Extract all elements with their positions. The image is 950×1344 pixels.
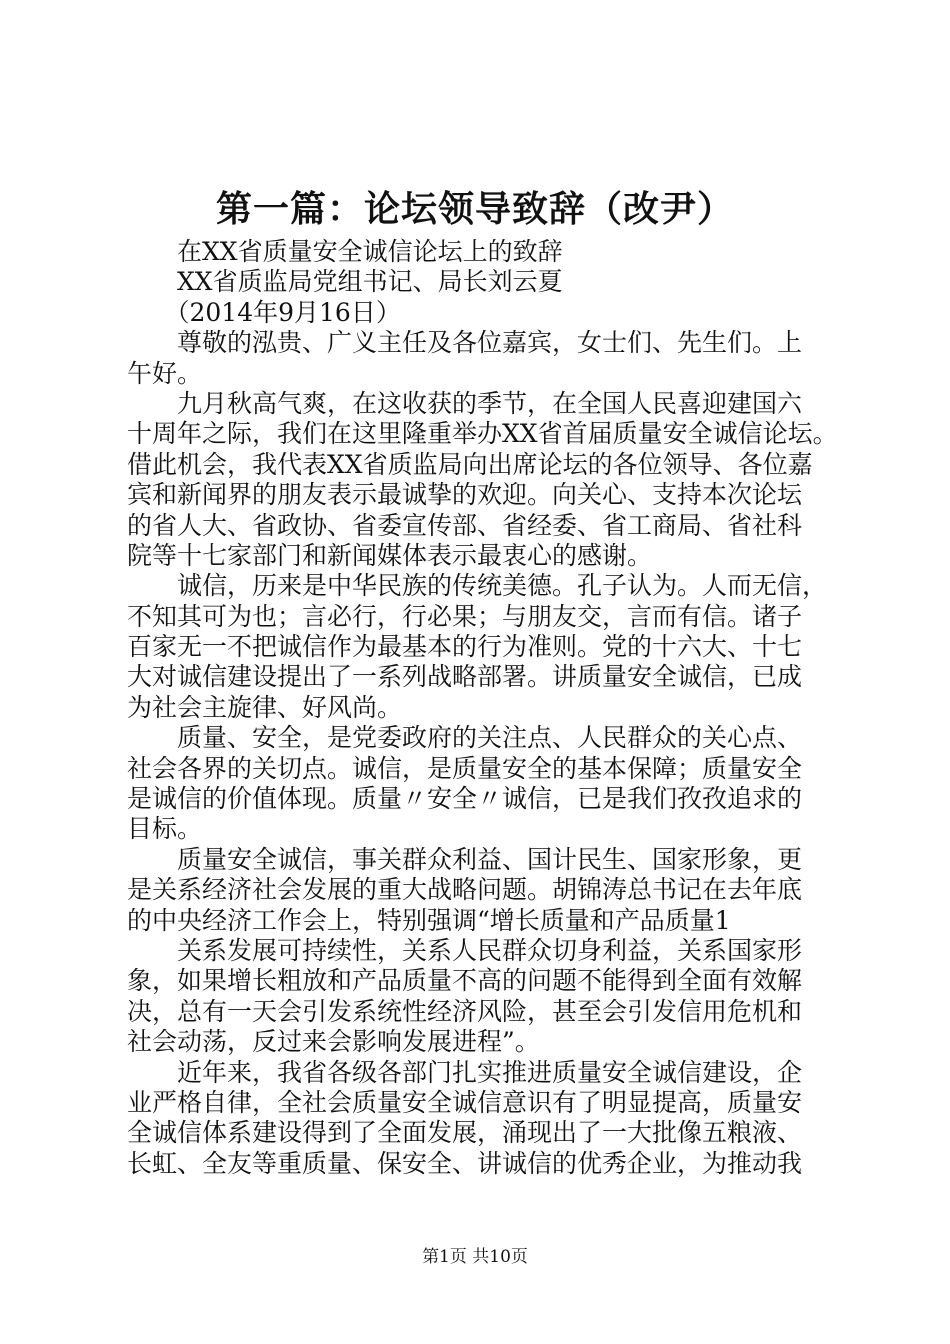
page-number-footer: 第1页 共10页 — [422, 1247, 528, 1267]
body-line: 宾和新闻界的朋友表示最诚挚的欢迎。向关心、支持本次论坛 — [127, 480, 803, 510]
body-line: 诚信，历来是中华民族的传统美德。孔子认为。人而无信， — [127, 571, 828, 601]
body-line: 质量安全诚信，事关群众利益、国计民生、国家形象，更 — [127, 844, 803, 874]
body-line: 是诚信的价值体现。质量〃安全〃诚信，已是我们孜孜追求的 — [127, 784, 803, 814]
document-body — [127, 237, 838, 1179]
body-line: XX省质监局党组书记、局长刘云夏 — [127, 267, 563, 297]
body-line: 目标。 — [127, 814, 203, 844]
body-line: 长虹、全友等重质量、保安全、讲诚信的优秀企业，为推动我 — [127, 1148, 803, 1178]
body-line: 借此机会，我代表XX省质监局向出席论坛的各位领导、各位嘉 — [127, 449, 813, 479]
body-line: 的省人大、省政协、省委宣传部、省经委、省工商局、省社科 — [127, 510, 803, 540]
body-line: 不知其可为也；言必行，行必果；与朋友交，言而有信。诸子 — [127, 601, 803, 631]
body-line: 关系发展可持续性，关系人民群众切身利益，关系国家形 — [127, 935, 803, 965]
body-line: 是关系经济社会发展的重大战略问题。胡锦涛总书记在去年底 — [127, 875, 803, 905]
body-line: 近年来，我省各级各部门扎实推进质量安全诚信建设，企 — [127, 1057, 803, 1087]
document-title: 第一篇：论坛领导致辞（改尹） — [215, 188, 734, 230]
body-line: 社会各界的关切点。诚信，是质量安全的基本保障；质量安全 — [127, 753, 803, 783]
body-line: 象，如果增长粗放和产品质量不高的问题不能得到全面有效解 — [127, 966, 803, 996]
body-line: 午好。 — [127, 358, 203, 388]
body-line: 全诚信体系建设得到了全面发展，涌现出了一大批像五粮液、 — [127, 1118, 803, 1148]
body-line: 院等十七家部门和新闻媒体表示最衷心的感谢。 — [127, 540, 653, 570]
body-line: 业严格自律，全社会质量安全诚信意识有了明显提高，质量安 — [127, 1087, 803, 1117]
body-line: （2014年9月16日） — [127, 297, 401, 327]
body-line: 决，总有一天会引发系统性经济风险，甚至会引发信用危机和 — [127, 996, 803, 1026]
body-line: 百家无一不把诚信作为最基本的行为准则。党的十六大、十七 — [127, 632, 803, 662]
body-line: 大对诚信建设提出了一系列战略部署。讲质量安全诚信，已成 — [127, 662, 803, 692]
body-line: 尊敬的泓贵、广义主任及各位嘉宾，女士们、先生们。上 — [127, 328, 803, 358]
body-line: 为社会主旋律、好风尚。 — [127, 692, 403, 722]
body-line: 十周年之际，我们在这里隆重举办XX省首届质量安全诚信论坛。 — [127, 419, 838, 449]
body-line: 质量、安全，是党委政府的关注点、人民群众的关心点、 — [127, 723, 803, 753]
body-line: 在XX省质量安全诚信论坛上的致辞 — [127, 237, 563, 266]
body-line: 社会动荡，反过来会影响发展进程”。 — [127, 1027, 540, 1057]
body-line: 的中央经济工作会上，特别强调“增长质量和产品质量1 — [127, 905, 731, 935]
body-line: 九月秋高气爽，在这收获的季节，在全国人民喜迎建国六 — [127, 388, 803, 418]
